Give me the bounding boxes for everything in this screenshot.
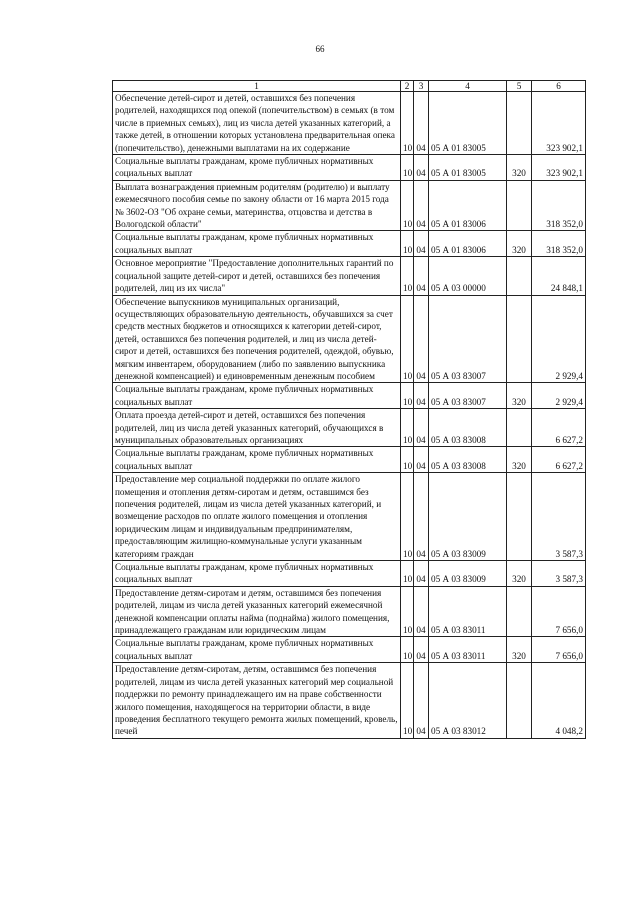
amount-value: 323 902,1 <box>532 92 586 155</box>
section-code: 10 <box>401 637 414 663</box>
target-article-code: 05 А 01 83006 <box>429 231 507 257</box>
expense-type-code: 320 <box>507 383 532 409</box>
amount-value: 7 656,0 <box>532 637 586 663</box>
expense-type-code <box>507 295 532 383</box>
expense-type-code <box>507 257 532 295</box>
row-description: Социальные выплаты гражданам, кроме публичных нормативных социальных выплат <box>113 447 401 473</box>
section-code: 10 <box>401 473 414 561</box>
row-description: Оплата проезда детей-сирот и детей, оставшихся без попечения родителей, лиц из числа детей указанных категорий, обучающихся в муниципальных образовательных организациях <box>113 409 401 447</box>
table-row <box>113 180 586 231</box>
subsection-code: 04 <box>414 180 429 231</box>
table-row <box>113 663 586 738</box>
subsection-code: 04 <box>414 383 429 409</box>
table-row <box>113 155 586 181</box>
table-row <box>113 92 586 155</box>
section-code: 10 <box>401 295 414 383</box>
amount-value: 2 929,4 <box>532 295 586 383</box>
row-description: Предоставление детям-сиротам, детям, оставшимся без попечения родителей, лицам из числа детей указанных категорий мер социальной поддержки по ремонту принадлежащего им на праве собственности жилого помещения, находящегося на территории области, в виде проведения бесплатного текущего ремонта жилых помещений, кровель, печей <box>113 663 401 738</box>
row-description: Выплата вознаграждения приемным родителям (родителю) и выплату ежемесячного пособия семье по закону области от 16 марта 2015 года № 3602-ОЗ "Об охране семьи, материнства, отцовства и детства в Вологодской области" <box>113 180 401 231</box>
amount-value: 318 352,0 <box>532 231 586 257</box>
expense-type-code: 320 <box>507 637 532 663</box>
expense-type-code <box>507 473 532 561</box>
expense-type-code: 320 <box>507 155 532 181</box>
row-description: Социальные выплаты гражданам, кроме публичных нормативных социальных выплат <box>113 383 401 409</box>
table-header-row <box>113 81 586 92</box>
table-row <box>113 586 586 637</box>
target-article-code: 05 А 03 83009 <box>429 473 507 561</box>
target-article-code: 05 А 03 83007 <box>429 295 507 383</box>
section-code: 10 <box>401 586 414 637</box>
subsection-code: 04 <box>414 637 429 663</box>
subsection-code: 04 <box>414 561 429 587</box>
section-code: 10 <box>401 231 414 257</box>
expense-type-code: 320 <box>507 231 532 257</box>
row-description: Предоставление мер социальной поддержки по оплате жилого помещения и отопления детям-сиротам и детям, оставшимся без попечения родителей, лицам из числа детей указанных категорий, и возмещение расходов по оплате жилого помещения и отопления юридическим лицам и индивидуальным предпринимателям, предоставляющим жилищно-коммунальные услуги указанным категориям граждан <box>113 473 401 561</box>
subsection-code: 04 <box>414 473 429 561</box>
expense-type-code: 320 <box>507 561 532 587</box>
expense-type-code <box>507 180 532 231</box>
subsection-code: 04 <box>414 663 429 738</box>
amount-value: 323 902,1 <box>532 155 586 181</box>
row-description: Обеспечение детей-сирот и детей, оставшихся без попечения родителей, находящихся под опекой (попечительством) в семьях (в том числе в приемных семьях), лиц из числа детей указанных категорий, а также детей, в отношении которых установлена предварительная опека (попечительство), денежными выплатами на их содержание <box>113 92 401 155</box>
target-article-code: 05 А 03 83012 <box>429 663 507 738</box>
section-code: 10 <box>401 663 414 738</box>
subsection-code: 04 <box>414 231 429 257</box>
column-header: 4 <box>429 81 507 92</box>
target-article-code: 05 А 01 83006 <box>429 180 507 231</box>
section-code: 10 <box>401 561 414 587</box>
table-row <box>113 447 586 473</box>
amount-value: 6 627,2 <box>532 447 586 473</box>
expense-type-code: 320 <box>507 447 532 473</box>
amount-value: 3 587,3 <box>532 473 586 561</box>
column-header: 6 <box>532 81 586 92</box>
section-code: 10 <box>401 409 414 447</box>
row-description: Социальные выплаты гражданам, кроме публичных нормативных социальных выплат <box>113 155 401 181</box>
row-description: Основное мероприятие "Предоставление дополнительных гарантий по социальной защите детей-сирот и детей, оставшихся без попечения родителей, лиц из их числа" <box>113 257 401 295</box>
target-article-code: 05 А 03 83011 <box>429 586 507 637</box>
column-header: 2 <box>401 81 414 92</box>
budget-table <box>112 80 586 739</box>
table-row <box>113 637 586 663</box>
section-code: 10 <box>401 383 414 409</box>
subsection-code: 04 <box>414 295 429 383</box>
amount-value: 2 929,4 <box>532 383 586 409</box>
column-header: 5 <box>507 81 532 92</box>
target-article-code: 05 А 03 83009 <box>429 561 507 587</box>
page-number: 66 <box>315 44 325 54</box>
subsection-code: 04 <box>414 586 429 637</box>
target-article-code: 05 А 03 83008 <box>429 409 507 447</box>
row-description: Социальные выплаты гражданам, кроме публичных нормативных социальных выплат <box>113 231 401 257</box>
table-row <box>113 231 586 257</box>
expense-type-code <box>507 409 532 447</box>
table-row <box>113 473 586 561</box>
amount-value: 4 048,2 <box>532 663 586 738</box>
table-row <box>113 561 586 587</box>
subsection-code: 04 <box>414 447 429 473</box>
table-row <box>113 295 586 383</box>
amount-value: 3 587,3 <box>532 561 586 587</box>
row-description: Социальные выплаты гражданам, кроме публичных нормативных социальных выплат <box>113 561 401 587</box>
column-header: 3 <box>414 81 429 92</box>
subsection-code: 04 <box>414 92 429 155</box>
subsection-code: 04 <box>414 257 429 295</box>
column-header: 1 <box>113 81 401 92</box>
target-article-code: 05 А 03 00000 <box>429 257 507 295</box>
target-article-code: 05 А 03 83008 <box>429 447 507 473</box>
table-row <box>113 383 586 409</box>
amount-value: 7 656,0 <box>532 586 586 637</box>
section-code: 10 <box>401 257 414 295</box>
expense-type-code <box>507 663 532 738</box>
subsection-code: 04 <box>414 409 429 447</box>
section-code: 10 <box>401 92 414 155</box>
table-row <box>113 409 586 447</box>
expense-type-code <box>507 586 532 637</box>
amount-value: 6 627,2 <box>532 409 586 447</box>
table-row <box>113 257 586 295</box>
target-article-code: 05 А 03 83007 <box>429 383 507 409</box>
target-article-code: 05 А 01 83005 <box>429 155 507 181</box>
amount-value: 24 848,1 <box>532 257 586 295</box>
row-description: Предоставление детям-сиротам и детям, оставшимся без попечения родителей, лицам из числа детей указанных категорий ежемесячной денежной компенсации оплаты найма (поднайма) жилого помещения, принадлежащего гражданам или юридическим лицам <box>113 586 401 637</box>
subsection-code: 04 <box>414 155 429 181</box>
row-description: Социальные выплаты гражданам, кроме публичных нормативных социальных выплат <box>113 637 401 663</box>
row-description: Обеспечение выпускников муниципальных организаций, осуществляющих образовательную деятельность, обучавшихся за счет средств местных бюджетов и относящихся к категории детей-сирот, детей, оставшихся без попечения родителей, и лиц из числа детей-сирот и детей, оставшихся без попечения родителей, одеждой, обувью, мягким инвентарем, оборудованием (либо по заявлению выпускника денежной компенсацией) и единовременным денежным пособием <box>113 295 401 383</box>
section-code: 10 <box>401 180 414 231</box>
target-article-code: 05 А 01 83005 <box>429 92 507 155</box>
target-article-code: 05 А 03 83011 <box>429 637 507 663</box>
expense-type-code <box>507 92 532 155</box>
section-code: 10 <box>401 155 414 181</box>
section-code: 10 <box>401 447 414 473</box>
amount-value: 318 352,0 <box>532 180 586 231</box>
